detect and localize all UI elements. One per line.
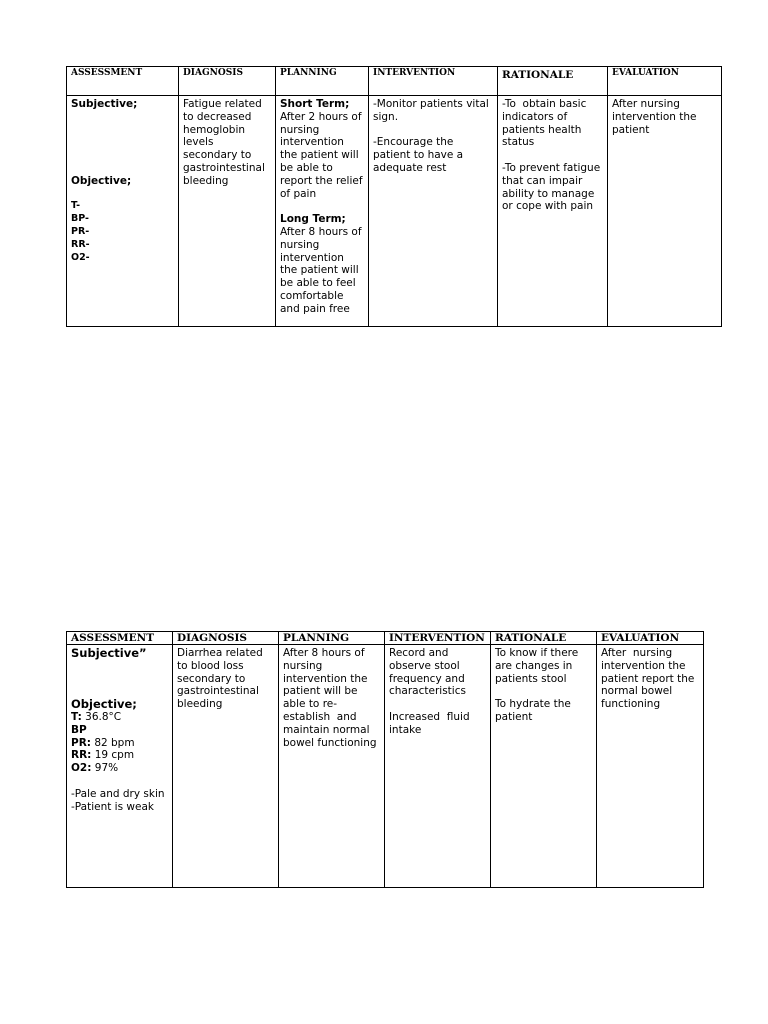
vital-pr: PR: 82 bpm [71, 736, 135, 749]
diagnosis-cell [173, 645, 279, 888]
evaluation-text: After nursing intervention the patient report the normal bowel functioning [601, 647, 698, 711]
intervention-item: Record and observe stool frequency and characteristics [389, 647, 469, 698]
assessment-cell [67, 645, 173, 888]
vital-t: T: 36.8°C [71, 710, 122, 723]
evaluation-cell [597, 645, 704, 888]
header-evaluation: EVALUATION [608, 67, 722, 96]
body-row [67, 645, 704, 888]
evaluation-text: After nursing intervention the patient [612, 98, 700, 136]
subjective-label: Subjective; [71, 98, 138, 110]
vital-o2: O2- [71, 251, 90, 263]
header-intervention: INTERVENTION [369, 67, 498, 96]
vital-bp: BP- [71, 213, 89, 225]
objective-label: Objective; [71, 697, 137, 712]
header-intervention: INTERVENTION [385, 632, 491, 645]
header-planning: PLANNING [276, 67, 369, 96]
evaluation-cell [608, 96, 722, 327]
rationale-item: -To obtain basic indicators of patients health status [502, 98, 590, 149]
vital-pr: PR- [71, 225, 90, 237]
planning-cell [276, 96, 369, 327]
assessment-cell [67, 96, 179, 327]
vital-rr: RR- [71, 238, 90, 250]
diagnosis-text: Fatigue related to decreased hemoglobin levels secondary to gastrointestinal bleeding [183, 98, 269, 187]
nursing-care-plan-table-1 [66, 66, 722, 327]
intervention-item: -Encourage the patient to have a adequate rest [373, 136, 467, 174]
planning-text: After 8 hours of nursing intervention the patient will be able to re-establish and maintain normal bowel functioning [283, 647, 377, 749]
planning-cell [279, 645, 385, 888]
rationale-item: To know if there are changes in patients stool [495, 647, 582, 685]
assessment-note: -Pale and dry skin [71, 787, 165, 800]
vital-bp: BP [71, 723, 87, 736]
header-evaluation: EVALUATION [597, 632, 704, 645]
diagnosis-cell [179, 96, 276, 327]
short-term-text: After 2 hours of nursing intervention the patient will be able to report the relief of pain [280, 110, 366, 200]
intervention-cell [385, 645, 491, 888]
objective-label: Objective; [71, 174, 132, 187]
rationale-item: -To prevent fatigue that can impair ability to manage or cope with pain [502, 161, 604, 213]
diagnosis-text: Diarrhea related to blood loss secondary to gastrointestinal bleeding [177, 647, 267, 711]
header-diagnosis: DIAGNOSIS [173, 632, 279, 645]
header-rationale: RATIONALE [491, 632, 597, 645]
nursing-care-plan-table-2 [66, 631, 704, 888]
intervention-item: Increased fluid intake [389, 710, 473, 736]
vital-o2: O2: 97% [71, 762, 119, 775]
rationale-cell [491, 645, 597, 888]
vital-rr: RR: 19 cpm [71, 749, 135, 762]
intervention-item: -Monitor patients vital sign. [373, 98, 493, 123]
assessment-note: -Patient is weak [71, 800, 154, 813]
header-rationale: RATIONALE [498, 67, 608, 96]
header-row [67, 67, 722, 96]
long-term-text: After 8 hours of nursing intervention the patient will be able to feel comfortable and pain free [280, 225, 365, 315]
header-assessment: ASSESSMENT [67, 632, 173, 645]
header-assessment: ASSESSMENT [67, 67, 179, 96]
header-planning: PLANNING [279, 632, 385, 645]
rationale-cell [498, 96, 608, 327]
header-row [67, 632, 704, 645]
body-row [67, 96, 722, 327]
intervention-cell [369, 96, 498, 327]
vital-t: T- [71, 200, 81, 212]
header-diagnosis: DIAGNOSIS [179, 67, 276, 96]
subjective-label: Subjective” [71, 646, 147, 660]
rationale-item: To hydrate the patient [495, 698, 575, 723]
long-term-label: Long Term; [280, 213, 346, 226]
short-term-label: Short Term; [280, 98, 350, 110]
